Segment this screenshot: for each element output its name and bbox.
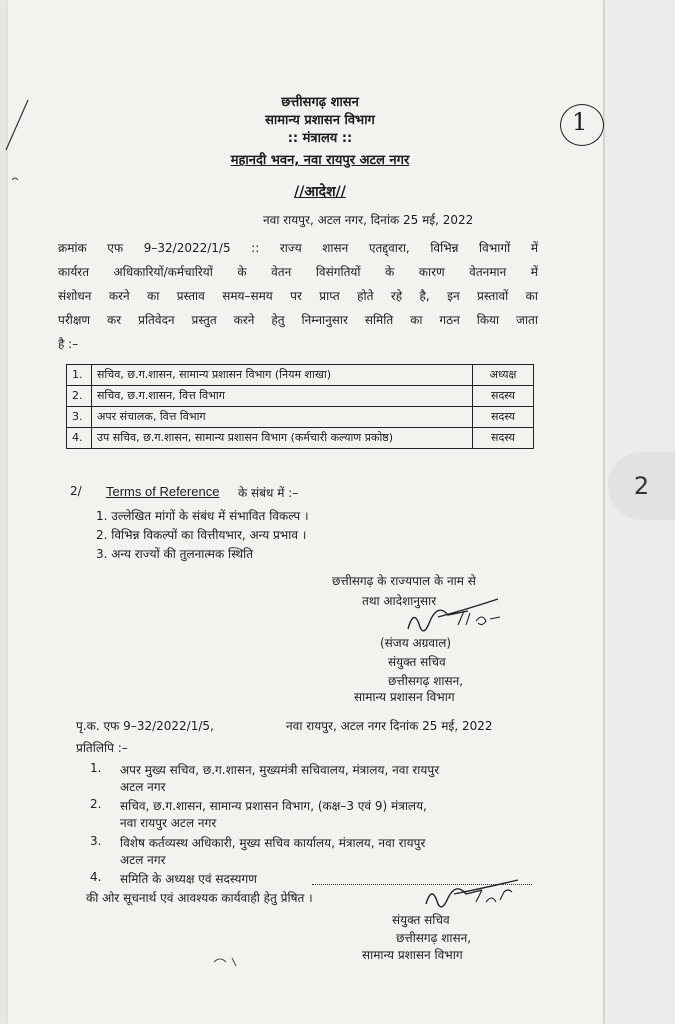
body-line-3: संशोधन करने का प्रस्ताव समय–समय पर प्राप्त होते रहे है, इन प्रस्तावों का (58, 289, 538, 303)
member-name: सचिव, छ.ग.शासन, सामान्य प्रशासन विभाग (नियम शाखा) (92, 365, 473, 386)
terms-item-2: 2. विभिन्न विकल्पों का वित्तीयभार, अन्य प्रभाव । (96, 528, 307, 542)
page-indicator-number: 2 (633, 472, 650, 500)
copy-item-line-2: नवा रायपुर अटल नगर (120, 816, 217, 830)
endorsement-ref: पृ.क. एफ 9–32/2022/1/5, (76, 719, 214, 733)
copy-item-line-1: समिति के अध्यक्ष एवं सदस्यगण (120, 872, 257, 886)
member-name: उप सचिव, छ.ग.शासन, सामान्य प्रशासन विभाग (कर्मचारी कल्याण प्रकोष्ठ) (92, 428, 473, 449)
header-line-4: महानदी भवन, नवा रायपुर अटल नगर (230, 153, 410, 168)
table-row (67, 428, 534, 449)
terms-suffix: के संबंध में :– (238, 486, 299, 500)
body-line-4: परीक्षण कर प्रतिवेदन प्रस्तुत करने हेतु निम्नानुसार समिति का गठन किया जाता (58, 313, 538, 327)
copy-label: प्रतिलिपि :– (76, 741, 128, 755)
copy-item-number: 2. (90, 797, 102, 811)
signature2-designation: संयुक्त सचिव (392, 913, 450, 927)
endorsement-place-date: नवा रायपुर, अटल नगर दिनांक 25 मई, 2022 (286, 719, 493, 733)
signature1-name: (संजय अग्रवाल) (380, 636, 452, 650)
member-number: 3. (67, 407, 92, 428)
handwritten-page-number: 1 (572, 108, 588, 136)
copy-item-line-1: सचिव, छ.ग.शासन, सामान्य प्रशासन विभाग, (कक्ष–3 एवं 9) मंत्रालय, (120, 799, 427, 813)
signature2-govt: छत्तीसगढ़ शासन, (396, 931, 472, 945)
order-title: //आदेश// (294, 184, 346, 200)
header-line-1: छत्तीसगढ़ शासन (281, 95, 359, 110)
header-line-2: सामान्य प्रशासन विभाग (265, 113, 375, 128)
member-number: 2. (67, 386, 92, 407)
copy-item-line-2: अटल नगर (120, 853, 166, 867)
member-number: 4. (67, 428, 92, 449)
body-line-5: है :– (58, 337, 79, 351)
member-name: सचिव, छ.ग.शासन, वित्त विभाग (92, 386, 473, 407)
terms-item-1: 1. उल्लेखित मांगों के संबंध में संभावित विकल्प । (96, 509, 309, 523)
copy-item-line-1: विशेष कर्तव्यस्थ अधिकारी, मुख्य सचिव कार्यालय, मंत्रालय, नवा रायपुर (120, 836, 426, 850)
header-line-3: :: मंत्रालय :: (287, 131, 353, 146)
table-row (67, 365, 534, 386)
signature1-line-1: छत्तीसगढ़ के राज्यपाल के नाम से (332, 574, 476, 588)
member-role: सदस्य (473, 428, 534, 449)
copy-item-number: 4. (90, 870, 102, 884)
signature1-line-2: तथा आदेशानुसार (362, 594, 437, 608)
margin-marks (0, 40, 40, 200)
body-line-2: कार्यरत अधिकारियों/कर्मचारियों के वेतन विसंगतियों के कारण वेतनमान में (58, 265, 538, 279)
terms-label: Terms of Reference (106, 484, 220, 499)
member-number: 1. (67, 365, 92, 386)
table-row (67, 407, 534, 428)
table-row (67, 386, 534, 407)
signature1-designation: संयुक्त सचिव (388, 655, 446, 669)
copy-item-line-2: अटल नगर (120, 780, 166, 794)
member-role: सदस्य (473, 386, 534, 407)
signature1-govt: छत्तीसगढ़ शासन, (388, 674, 464, 688)
stray-mark (210, 948, 250, 972)
terms-number: 2/ (70, 484, 82, 498)
forward-note: की ओर सूचनार्थ एवं आवश्यक कार्यवाही हेतु प्रेषित । (86, 891, 313, 905)
copy-item-number: 1. (90, 761, 102, 775)
order-place-date: नवा रायपुर, अटल नगर, दिनांक 25 मई, 2022 (263, 213, 474, 227)
body-line-1: क्रमांक एफ 9–32/2022/1/5 :: राज्य शासन एतद्द्वारा, विभिन्न विभागों में (58, 241, 538, 255)
terms-item-3: 3. अन्य राज्यों की तुलनात्मक स्थिति (96, 547, 254, 561)
copy-item-line-1: अपर मुख्य सचिव, छ.ग.शासन, मुख्यमंत्री सचिवालय, मंत्रालय, नवा रायपुर (120, 763, 440, 777)
copy-item-number: 3. (90, 834, 102, 848)
page-indicator[interactable] (608, 452, 675, 520)
signature2-dept: सामान्य प्रशासन विभाग (362, 948, 463, 962)
member-name: अपर संचालक, वित्त विभाग (92, 407, 473, 428)
member-role: सदस्य (473, 407, 534, 428)
committee-table (66, 364, 534, 449)
signature1-dept: सामान्य प्रशासन विभाग (354, 690, 455, 704)
member-role: अध्यक्ष (473, 365, 534, 386)
